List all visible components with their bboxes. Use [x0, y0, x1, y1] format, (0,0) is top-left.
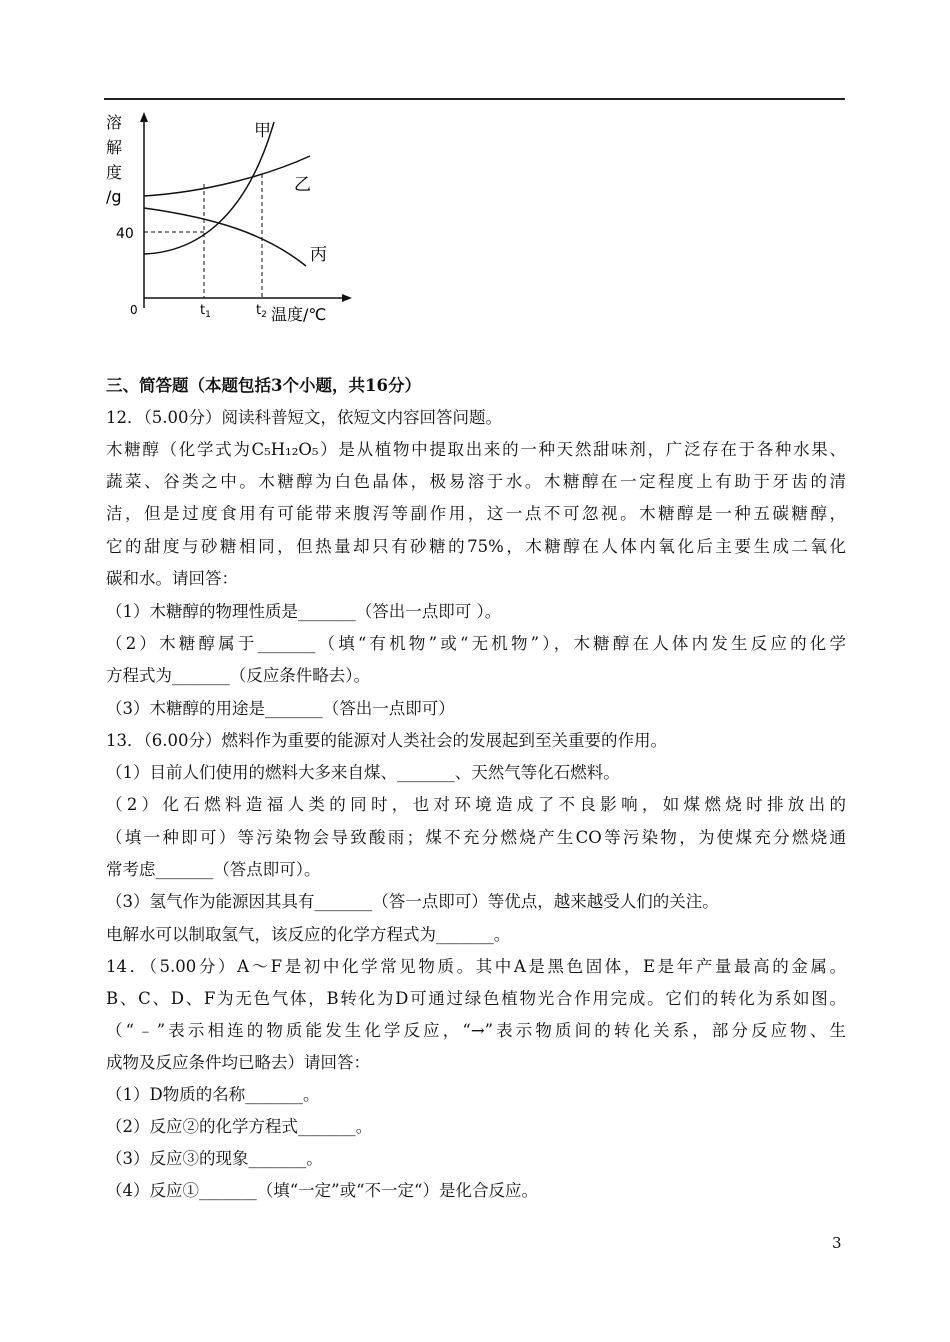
q12-passage-line-5: 碳和水。请回答：	[106, 569, 238, 588]
q13-sub2-line-2: （填一种即可）等污染物会导致酸雨；煤不充分燃烧产生CO等污染物，为使煤充分燃烧通	[106, 828, 846, 847]
y-label-1: 溶	[106, 113, 123, 132]
label-jia: 甲	[254, 121, 271, 141]
q12-passage-line-4: 它的甜度与砂糖相同，但热量却只有砂糖的75%，木糖醇在人体内氧化后主要生成二氧化	[106, 537, 846, 556]
q13-sub2-line-3: 常考虑_______（答点即可）。	[106, 860, 321, 879]
curve-yi	[144, 156, 310, 196]
q14-stem-line-4: 成物及反应条件均已略去）请回答：	[106, 1053, 370, 1072]
q12-stem: 12．（5.00分）阅读科普短文，依短文内容回答问题。	[106, 408, 502, 427]
q13-sub3-line-2: 电解水可以制取氢气，该反应的化学方程式为_______。	[106, 925, 511, 944]
origin-label: 0	[130, 303, 138, 317]
y-label-3: 度	[106, 163, 123, 182]
section3-heading: 三、简答题（本题包括3个小题，共16分）	[106, 376, 421, 395]
q12-sub2-line-2: 方程式为_______（反应条件略去）。	[106, 666, 370, 685]
q12-sub3: （3）木糖醇的用途是_______（答出一点即可）	[106, 699, 455, 718]
tick-40: 40	[116, 226, 134, 242]
tick-t2: $t_2$	[256, 303, 267, 320]
x-axis-label: 温度/℃	[271, 305, 327, 324]
q14-stem-line-2: B、C、D、F为无色气体，B转化为D可通过绿色植物光合作用完成。它们的转化为系如图。	[106, 989, 846, 1008]
tick-t1: $t_1$	[200, 303, 211, 320]
header-rule	[104, 98, 845, 100]
q14-sub3: （3）反应③的现象_______。	[106, 1149, 323, 1168]
q14-sub2: （2）反应②的化学方程式_______。	[106, 1117, 373, 1136]
label-yi: 乙	[294, 175, 311, 195]
q13-sub2-line-1: （2）化石燃料造福人类的同时，也对环境造成了不良影响，如煤燃烧时排放出的	[106, 795, 846, 814]
q12-sub2-line-1: （2）木糖醇属于_______（填“有机物”或“无机物”），木糖醇在人体内发生反应的化学	[106, 634, 846, 653]
y-label-2: 解	[106, 138, 123, 157]
y-axis-arrow	[140, 112, 148, 122]
y-label-4: /g	[106, 187, 122, 206]
label-bing: 丙	[310, 245, 327, 265]
q13-sub3-line-1: （3）氢气作为能源因其具有_______（答一点即可）等优点，越来越受人们的关注。	[106, 892, 719, 911]
page-number: 3	[832, 1234, 842, 1252]
q13-sub1: （1）目前人们使用的燃料大多来自煤、_______、天然气等化石燃料。	[106, 763, 620, 782]
q14-stem-line-3: （“﹣”表示相连的物质能发生化学反应，“→”表示物质间的转化关系，部分反应物、生	[106, 1021, 846, 1040]
q13-stem: 13．（6.00分）燃料作为重要的能源对人类社会的发展起到至关重要的作用。	[106, 731, 667, 750]
q12-passage-line-3: 洁，但是过度食用有可能带来腹泻等副作用，这一点不可忽视。木糖醇是一种五碳糖醇，	[106, 504, 846, 523]
q14-sub4: （4）反应①_______（填“一定”或“不一定“）是化合反应。	[106, 1181, 538, 1200]
x-axis-arrow	[342, 294, 352, 302]
q12-passage-line-1: 木糖醇（化学式为C₅H₁₂O₅）是从植物中提取出来的一种天然甜味剂，广泛存在于各种水果、	[106, 440, 846, 459]
q14-stem-line-1: 14．（5.00分）A～F是初中化学常见物质。其中A是黑色固体，E是年产量最高的金属。	[106, 957, 846, 976]
q12-sub1: （1）木糖醇的物理性质是_______（答出一点即可 ）。	[106, 602, 502, 621]
q14-sub1: （1）D物质的名称_______。	[106, 1085, 320, 1104]
q12-passage-line-2: 蔬菜、谷类之中。木糖醇为白色晶体，极易溶于水。木糖醇在一定程度上有助于牙齿的清	[106, 472, 846, 491]
solubility-curve-figure	[96, 104, 376, 329]
